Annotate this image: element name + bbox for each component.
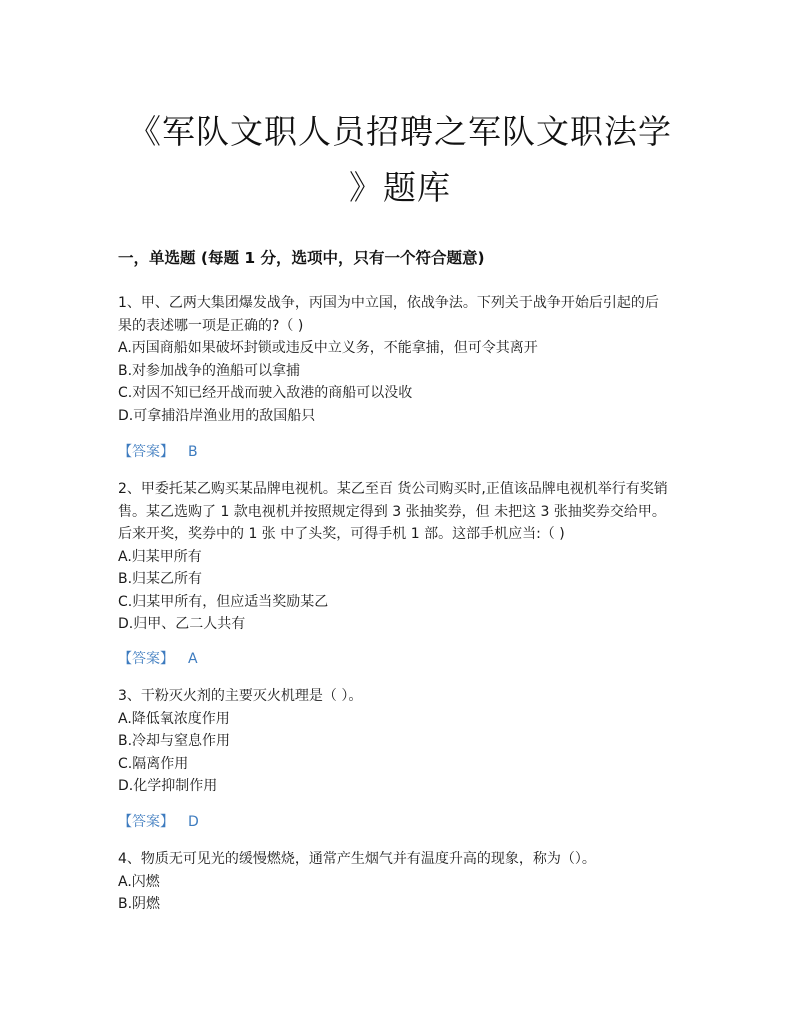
question-4 [118, 848, 688, 916]
answer-value: D [188, 814, 199, 830]
option-a: A.降低氧浓度作用 [118, 710, 230, 727]
option-c: C.隔离作用 [118, 755, 189, 772]
answer-value: A [188, 651, 198, 667]
section-heading: 一，单选题 (每题 1 分，选项中，只有一个符合题意) [118, 249, 485, 267]
option-a: A.丙国商船如果破坏封锁或违反中立义务，不能拿捕，但可令其离开 [118, 340, 538, 356]
question-stem-line: 4、物质无可见光的缓慢燃烧，通常产生烟气并有温度升高的现象，称为（）。 [118, 851, 596, 867]
question-1 [118, 292, 688, 427]
question-stem-line: 3、干粉灭火剂的主要灭火机理是（ ）。 [118, 688, 363, 704]
option-b: B.冷却与窒息作用 [118, 733, 231, 749]
question-stem-line: 售。某乙选购了 1 款电视机并按照规定得到 3 张抽奖券，但 未把这 3 张抽奖券交给甲。 [118, 503, 666, 520]
option-d: D.归甲、乙二人共有 [118, 616, 246, 632]
document-title [100, 104, 700, 216]
answer-value: B [188, 444, 198, 460]
answer-label: 【答案】 [118, 444, 174, 460]
answer-label: 【答案】 [118, 814, 174, 830]
option-b: B.对参加战争的渔船可以拿捕 [118, 362, 301, 379]
document-title-line-1: 《军队文职人员招聘之军队文职法学 [128, 112, 672, 151]
option-b: B.阴燃 [118, 896, 161, 912]
option-b: B.归某乙所有 [118, 571, 203, 587]
question-stem-line: 后来开奖，奖券中的 1 张 中了头奖，可得手机 1 部。这部手机应当:（ ) [118, 526, 565, 542]
answer-label: 【答案】 [118, 651, 174, 667]
question-stem-line: 果的表述哪一项是正确的?（ ) [118, 317, 304, 334]
option-d: D.化学抑制作用 [118, 778, 218, 794]
option-d: D.可拿捕沿岸渔业用的敌国船只 [118, 407, 316, 424]
answer-2 [118, 648, 198, 670]
option-a: A.闪燃 [118, 873, 160, 890]
option-c: C.归某甲所有，但应适当奖励某乙 [118, 593, 329, 610]
option-a: A.归某甲所有 [118, 548, 202, 565]
question-stem-line: 1、甲、乙两大集团爆发战争，丙国为中立国，依战争法。下列关于战争开始后引起的后 [118, 295, 659, 311]
answer-1 [118, 441, 198, 463]
option-c: C.对因不知已经开战而驶入敌港的商船可以没收 [118, 385, 413, 401]
question-3 [118, 685, 688, 798]
question-stem-line: 2、甲委托某乙购买某品牌电视机。某乙至百 货公司购买时,正值该品牌电视机举行有奖销 [118, 481, 668, 497]
answer-3 [118, 811, 199, 833]
document-title-line-2: 》题库 [349, 168, 451, 207]
question-2 [118, 478, 688, 636]
